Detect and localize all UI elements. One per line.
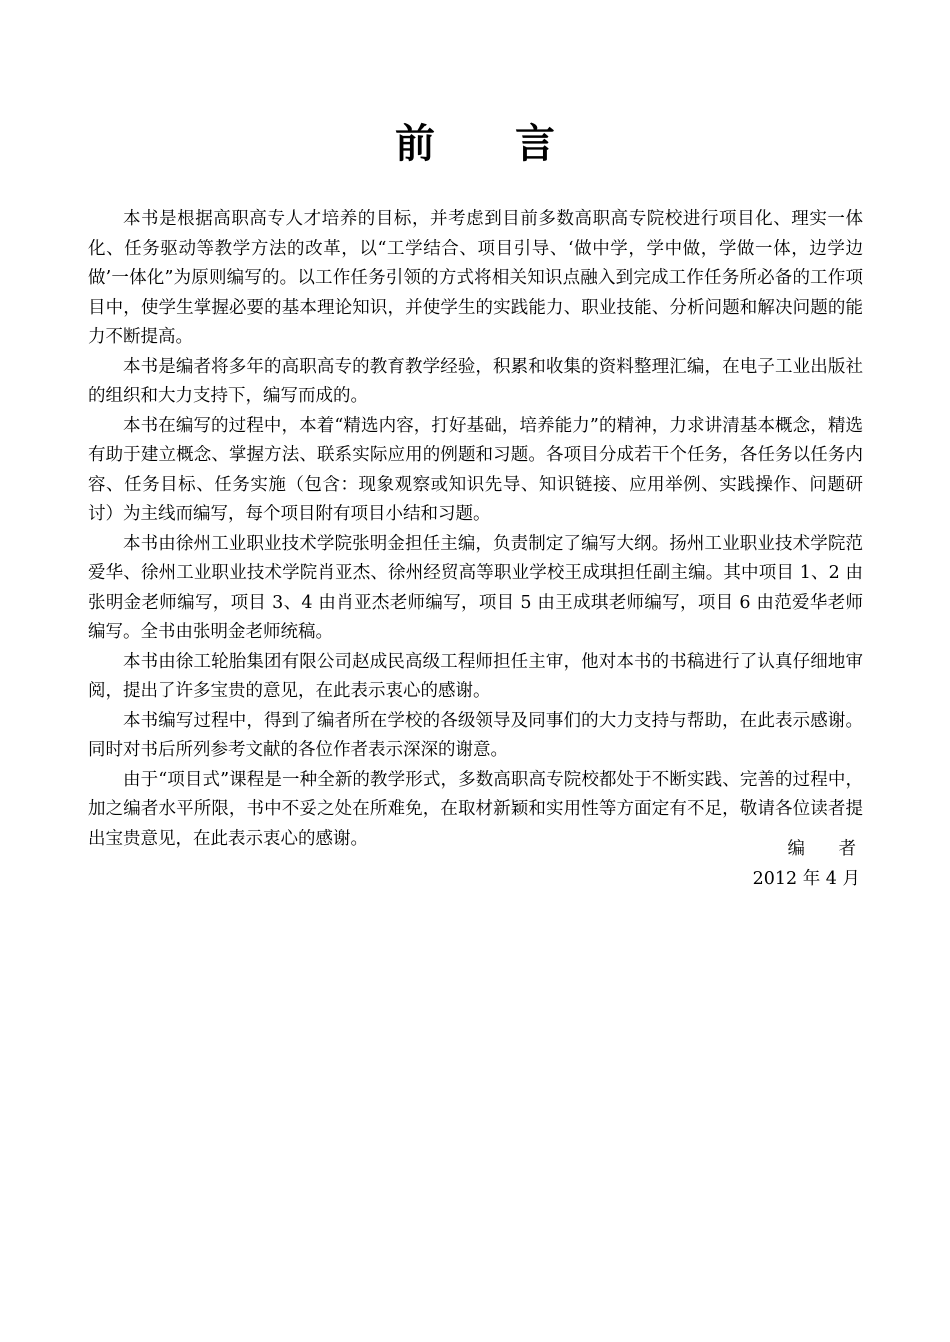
page-title: 前 言 (395, 120, 555, 167)
preface-body (88, 205, 863, 854)
paragraph-3: 本书在编写的过程中，本着“精选内容，打好基础，培养能力”的精神，力求讲清基本概念，精选有助于建立概念、掌握方法、联系实际应用的例题和习题。各项目分成若干个任务，各任务以任务内容、任务目标、任务实施（包含：现象观察或知识先导、知识链接、应用举例、实践操作、问题研讨）为主线而编写，每个项目附有项目小结和习题。 (88, 415, 863, 524)
paragraph-5: 本书由徐工轮胎集团有限公司赵成民高级工程师担任主审，他对本书的书稿进行了认真仔细地审阅，提出了许多宝贵的意见，在此表示衷心的感谢。 (88, 651, 863, 701)
paragraph-7: 由于“项目式”课程是一种全新的教学形式，多数高职高专院校都处于不断实践、完善的过程中，加之编者水平所限，书中不妥之处在所难免，在取材新颖和实用性等方面定有不足，敬请各位读者提出宝贵意见，在此表示衷心的感谢。 (88, 769, 863, 849)
paragraph-4: 本书由徐州工业职业技术学院张明金担任主编，负责制定了编写大纲。扬州工业职业技术学院范爱华、徐州工业职业技术学院肖亚杰、徐州经贸高等职业学校王成琪担任副主编。其中项目 1、2 由张明金老师编写，项目 3、4 由肖亚杰老师编写，项目 5 由王成琪老师编写，项目 6 由范爱华老师编写。全书由张明金老师统稿。 (88, 533, 863, 642)
signature-block (752, 835, 864, 894)
signature-author: 编 者 (787, 839, 864, 859)
paragraph-6: 本书编写过程中，得到了编者所在学校的各级领导及同事们的大力支持与帮助，在此表示感谢。同时对书后所列参考文献的各位作者表示深深的谢意。 (88, 710, 863, 760)
paragraph-2: 本书是编者将多年的高职高专的教育教学经验，积累和收集的资料整理汇编，在电子工业出版社的组织和大力支持下，编写而成的。 (88, 356, 863, 406)
paragraph-1: 本书是根据高职高专人才培养的目标，并考虑到目前多数高职高专院校进行项目化、理实一体化、任务驱动等教学方法的改革，以“工学结合、项目引导、‘做中学，学中做，学做一体，边学边做’一体化”为原则编写的。以工作任务引领的方式将相关知识点融入到完成工作任务所必备的工作项目中，使学生掌握必要的基本理论知识，并使学生的实践能力、职业技能、分析问题和解决问题的能力不断提高。 (88, 209, 863, 347)
signature-date: 2012 年 4 月 (752, 868, 860, 889)
